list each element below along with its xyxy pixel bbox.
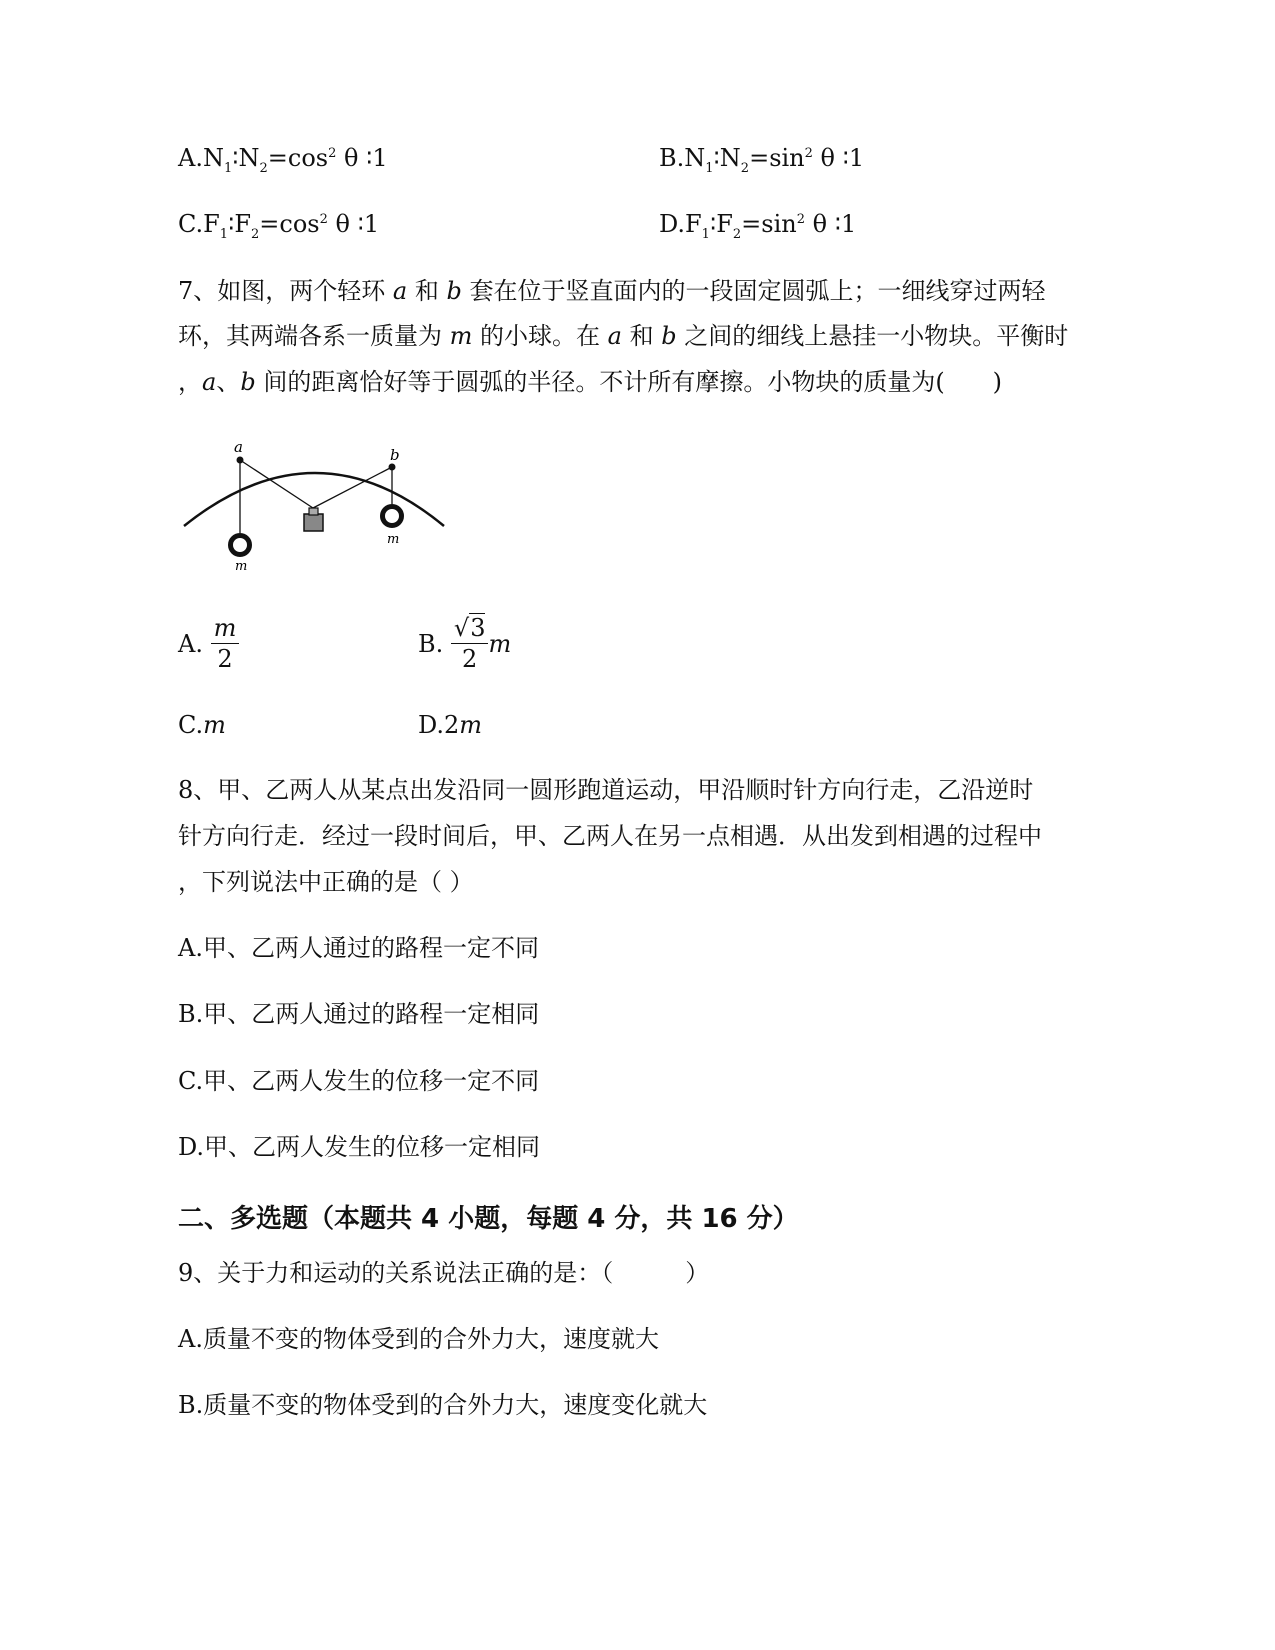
q8-stem-line-1: 8、甲、乙两人从某点出发沿同一圆形跑道运动，甲沿顺时针方向行走，乙沿逆时 xyxy=(178,776,1034,804)
ball-right xyxy=(383,507,402,526)
label-m-left: m xyxy=(235,559,248,574)
q6-option-c: $C.F_1∶F_2=\cos^2$ θ ∶1 xyxy=(178,210,380,242)
q8-stem-line-2: 针方向行走．经过一段时间后，甲、乙两人在另一点相遇．从出发到相遇的过程中 xyxy=(178,822,1042,850)
q7-option-a: A. $\frac{m}{2}$ xyxy=(178,612,239,674)
q7-stem-line-3: ，a、b 间的距离恰好等于圆弧的半径。不计所有摩擦。小物块的质量为( ) xyxy=(178,368,1003,396)
q7-option-c: C.m xyxy=(178,711,226,739)
q7-option-b: B. $\frac{√3}{2}$ m xyxy=(418,614,512,673)
q8-option-c: C.甲、乙两人发生的位移一定不同 xyxy=(178,1067,540,1095)
q8-stem-line-3: ，下列说法中正确的是（ ） xyxy=(178,868,474,896)
ball-left xyxy=(231,536,250,555)
q7-option-d: D.2m xyxy=(418,711,483,739)
label-b: b xyxy=(390,446,400,464)
hanging-block xyxy=(304,514,323,531)
thread-a-to-block xyxy=(240,460,313,508)
label-m-right: m xyxy=(387,532,400,547)
q6-option-d: $D.F_1∶F_2=\sin^2$ θ ∶1 xyxy=(659,210,857,242)
q8-option-a: A.甲、乙两人通过的路程一定不同 xyxy=(178,934,539,962)
q9-option-b: B.质量不变的物体受到的合外力大，速度变化就大 xyxy=(178,1391,708,1419)
q8-option-b: B.甲、乙两人通过的路程一定相同 xyxy=(178,1000,540,1028)
q9-stem: 9、关于力和运动的关系说法正确的是：（ ） xyxy=(178,1259,710,1287)
q6-option-a: $A.N_1∶N_2=\cos^2$ θ ∶1 xyxy=(178,144,388,176)
q6-option-b: $B.N_1∶N_2=\sin^2$ θ ∶1 xyxy=(659,144,865,176)
q7-arc-figure xyxy=(176,440,456,580)
q8-option-d: D.甲、乙两人发生的位移一定相同 xyxy=(178,1133,541,1161)
block-hook xyxy=(309,508,318,515)
q7-stem-line-1: 7、如图，两个轻环 a 和 b 套在位于竖直面内的一段固定圆弧上；一细线穿过两轻 xyxy=(178,277,1046,305)
section-heading-multiple-choice: 二、多选题（本题共 4 小题，每题 4 分，共 16 分） xyxy=(178,1204,799,1234)
q7-stem-line-2: 环，其两端各系一质量为 m 的小球。在 a 和 b 之间的细线上悬挂一小物块。平衡时 xyxy=(178,322,1069,350)
label-a: a xyxy=(234,440,243,456)
q9-option-a: A.质量不变的物体受到的合外力大，速度就大 xyxy=(178,1325,659,1353)
